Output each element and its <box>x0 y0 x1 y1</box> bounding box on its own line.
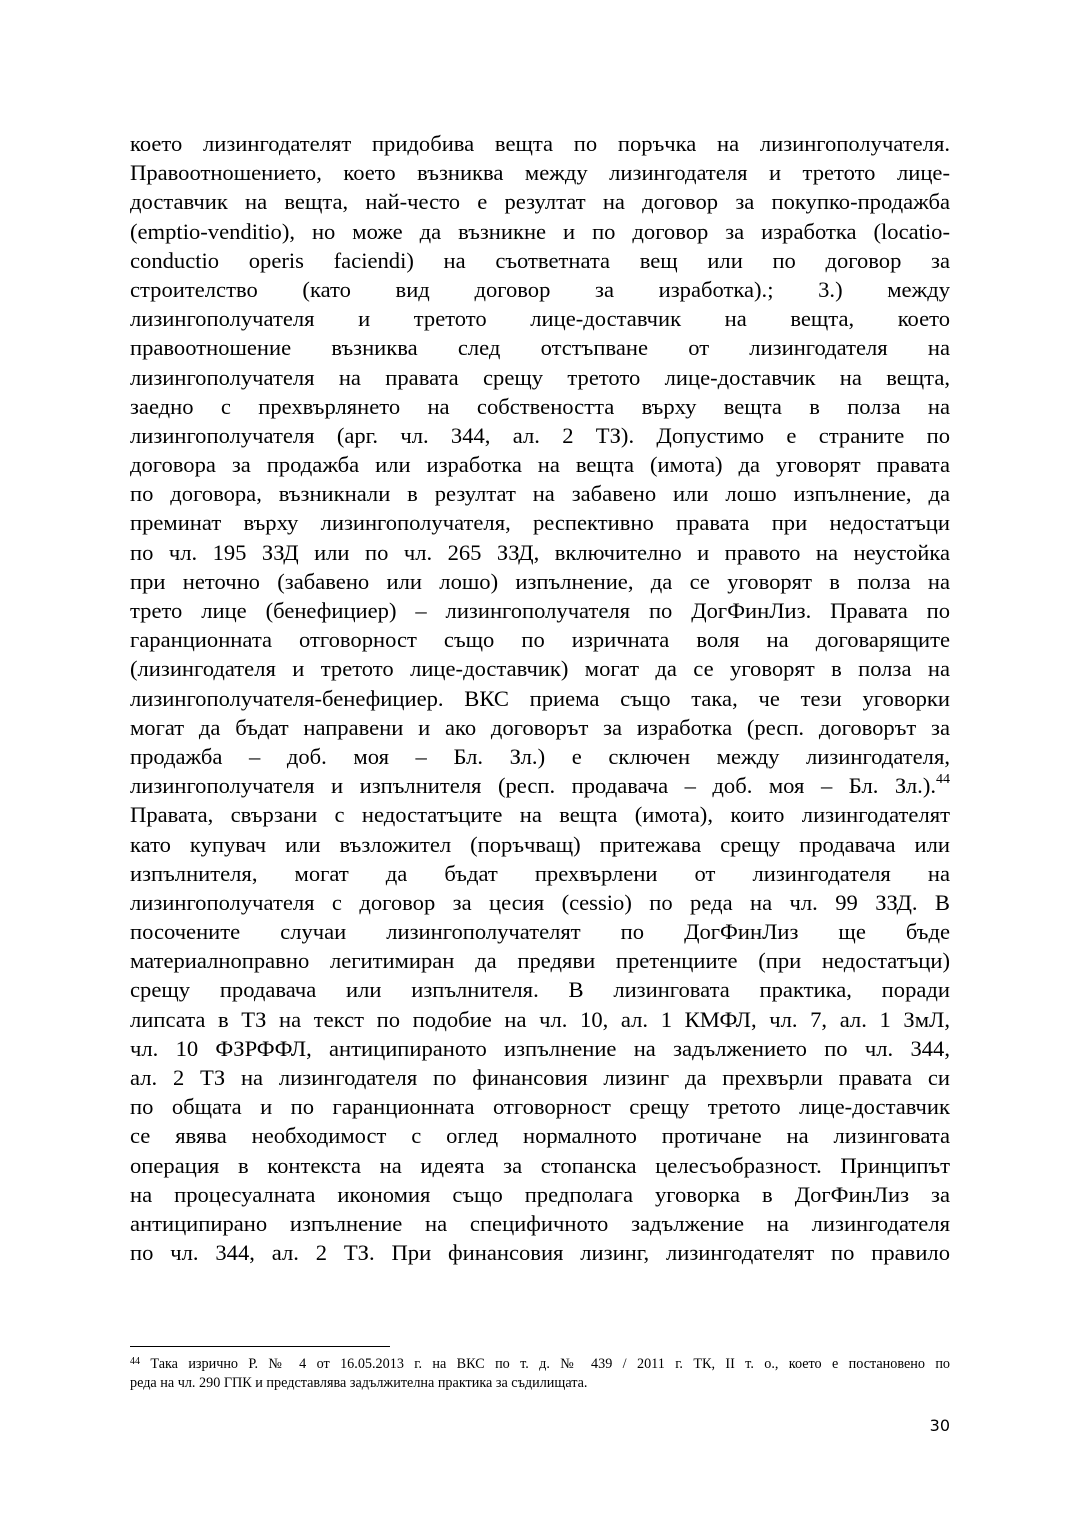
body-line: Правата, свързани с недостатъците на вещта (имота), които лизингодателят <box>130 802 950 828</box>
body-line: преминат върху лизингополучателя, респективно правата при недостатъци <box>130 510 950 536</box>
body-line: се явява необходимост с оглед нормалното протичане на лизинговата <box>130 1123 950 1149</box>
body-line: продажба – доб. моя – Бл. Зл.) е сключен между лизингодателя, <box>130 743 950 769</box>
footnote-line: реда на чл. 290 ГПК и представлява задължителна практика за съдилищата. <box>130 1375 588 1391</box>
body-line: като купувач или възложител (поръчващ) притежава срещу продавача или <box>130 831 950 857</box>
body-line: лизингополучателя-бенефициер. ВКС приема също така, че тези уговорки <box>130 685 950 711</box>
body-line: при неточно (забавено или лошо) изпълнение, да се уговорят в полза на <box>130 568 950 594</box>
body-line: по чл. 344, ал. 2 ТЗ. При финансовия лизинг, лизингодателят по правило <box>130 1240 950 1266</box>
body-line: липсата в ТЗ на текст по подобие на чл. 10, ал. 1 КМФЛ, чл. 7, ал. 1 ЗмЛ, <box>130 1006 950 1032</box>
page-body <box>130 129 950 1267</box>
body-line: лизингополучателя (арг. чл. 344, ал. 2 ТЗ). Допустимо е страните по <box>130 422 950 448</box>
footnote-separator <box>130 1346 390 1347</box>
body-line: лизингополучателя с договор за цесия (cessio) по реда на чл. 99 ЗЗД. В <box>130 889 950 915</box>
body-line: conductio operis faciendi) на съответната вещ или по договор за <box>130 247 950 273</box>
body-line: антиципирано изпълнение на специфичното задължение на лизингодателя <box>130 1210 950 1236</box>
body-line: по договора, възникнали в резултат на забавено или лошо изпълнение, да <box>130 481 950 507</box>
body-line: срещу продавача или изпълнителя. В лизинговата практика, поради <box>130 977 950 1003</box>
body-line: материалноправно легитимиран да предяви претенциите (при недостатъци) <box>130 948 950 974</box>
body-line: по общата и по гаранционната отговорност срещу третото лице-доставчик <box>130 1094 950 1120</box>
body-line: изпълнителя, могат да бъдат прехвърлени от лизингодателя на <box>130 860 950 886</box>
footnote-line <box>130 1355 950 1374</box>
body-line: по чл. 195 ЗЗД или по чл. 265 ЗЗД, включително и правото на неустойка <box>130 539 950 565</box>
body-line: строителство (като вид договор за изработка).; 3.) между <box>130 276 950 302</box>
body-line: посочените случаи лизингополучателят по ДогФинЛиз ще бъде <box>130 919 950 945</box>
body-line: договора за продажба или изработка на вещта (имота) да уговорят правата <box>130 452 950 478</box>
body-line: което лизингодателят придобива вещта по поръчка на лизингополучателя. <box>130 131 950 156</box>
body-line: ал. 2 ТЗ на лизингодателя по финансовия лизинг да прехвърли правата си <box>130 1065 950 1090</box>
footnote-number: 44 <box>130 1356 140 1367</box>
body-line: на процесуалната икономия също предполага уговорка в ДогФинЛиз за <box>130 1181 950 1207</box>
body-line: лизингополучателя и третото лице-доставчик на вещта, което <box>130 306 950 332</box>
body-line: заедно с прехвърлянето на собствеността върху вещта в полза на <box>130 393 950 419</box>
page-number: 30 <box>929 1416 950 1435</box>
footnote <box>130 1355 950 1393</box>
body-line: операция в контекста на идеята за стопанска целесъобразност. Принципът <box>130 1152 950 1178</box>
footnote-text: Така изрично Р. № 4 от 16.05.2013 г. на ВКС по т. д. № 439 / 2011 г. ТК, II т. о., което е постановено по <box>150 1356 950 1372</box>
body-line-with-footnote-ref <box>130 771 950 800</box>
body-line: (лизингодателя и третото лице-доставчик) могат да се уговорят в полза на <box>130 656 950 682</box>
body-line: лизингополучателя на правата срещу третото лице-доставчик на вещта, <box>130 364 950 390</box>
footnote-reference-44[interactable]: 44 <box>936 772 950 788</box>
body-line: доставчик на вещта, най-често е резултат на договор за покупко-продажба <box>130 189 950 215</box>
body-line: (emptio-venditio), но може да възникне и по договор за изработка (locatio- <box>130 218 950 244</box>
body-line: могат да бъдат направени и ако договорът за изработка (респ. договорът за <box>130 714 950 740</box>
body-line: Правоотношението, което възниква между лизингодателя и третото лице- <box>130 160 950 186</box>
body-line: чл. 10 ФЗРФФЛ, антиципираното изпълнение на задължението по чл. 344, <box>130 1035 950 1061</box>
body-line-text: лизингополучателя и изпълнителя (респ. продавача – доб. моя – Бл. Зл.). <box>130 773 936 799</box>
body-line: правоотношение възниква след отстъпване от лизингодателя на <box>130 335 950 361</box>
body-line: трето лице (бенефициер) – лизингополучателя по ДогФинЛиз. Правата по <box>130 598 950 623</box>
body-line: гаранционната отговорност също по изричната воля на договарящите <box>130 627 950 653</box>
